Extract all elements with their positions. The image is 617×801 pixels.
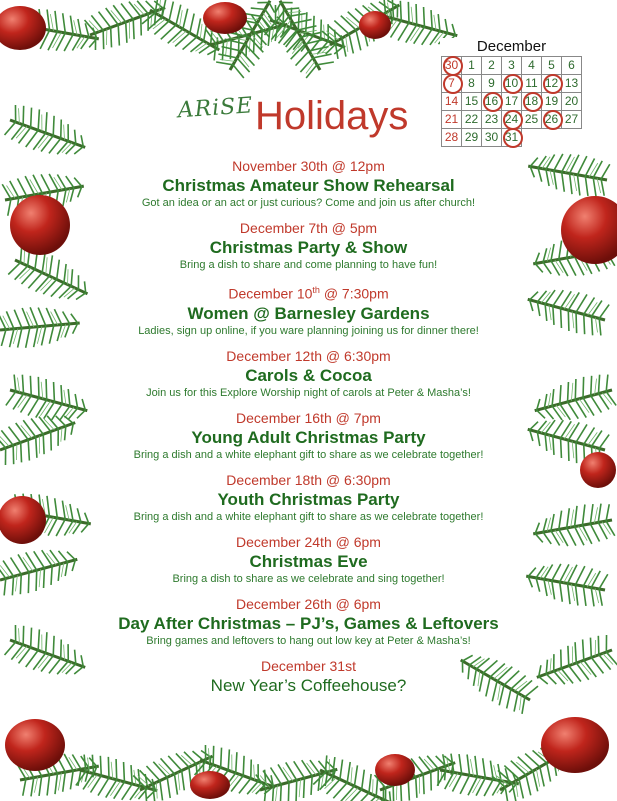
calendar-day: 3 xyxy=(502,57,522,75)
calendar-day: 10 xyxy=(502,75,522,93)
event-date: December 7th @ 5pm xyxy=(239,220,378,236)
calendar-grid xyxy=(441,56,582,147)
event-name: Christmas Party & Show xyxy=(209,238,408,257)
calendar-day xyxy=(542,129,562,147)
calendar-day: 26 xyxy=(542,111,562,129)
calendar-day: 29 xyxy=(462,129,482,147)
calendar-day: 16 xyxy=(482,93,502,111)
calendar-day: 21 xyxy=(442,111,462,129)
event-name: Carols & Cocoa xyxy=(245,365,372,385)
event-description: Bring a dish and a white elephant gift to share as we celebrate together! xyxy=(133,448,484,461)
event-name: Christmas Amateur Show Rehearsal xyxy=(162,176,455,195)
event-name: Day After Christmas – PJ’s, Games & Leftovers xyxy=(118,613,499,633)
calendar-day: 14 xyxy=(442,93,462,111)
calendar-day: 20 xyxy=(562,93,582,111)
calendar-day: 9 xyxy=(482,75,502,93)
event-item xyxy=(80,410,537,462)
event-description: Bring a dish to share and come planning to have fun! xyxy=(179,259,438,271)
event-item xyxy=(80,596,537,648)
event-date-time: @ 7:30pm xyxy=(319,285,389,302)
calendar-day: 13 xyxy=(562,75,582,93)
event-name: Christmas Eve xyxy=(249,551,368,571)
event-item xyxy=(80,472,537,524)
calendar-day: 11 xyxy=(522,75,542,93)
event-date: December 24th @ 6pm xyxy=(236,533,381,550)
calendar-day: 2 xyxy=(482,57,502,75)
event-item xyxy=(80,348,537,400)
calendar-day xyxy=(522,129,542,147)
event-date: December 18th @ 6:30pm xyxy=(226,471,391,488)
page-title: Holidays xyxy=(255,94,409,138)
event-date: December 26th @ 6pm xyxy=(236,595,381,612)
calendar-day: 19 xyxy=(542,93,562,111)
calendar-day: 15 xyxy=(462,93,482,111)
event-item xyxy=(80,158,537,210)
event-item xyxy=(80,534,537,586)
event-name: New Year’s Coffeehouse? xyxy=(210,675,407,695)
event-description: Bring games and leftovers to hang out low key at Peter & Masha’s! xyxy=(146,634,471,647)
event-date: December 31st xyxy=(261,657,356,674)
calendar-day: 30 xyxy=(482,129,502,147)
event-item xyxy=(80,658,537,696)
event-date xyxy=(80,282,537,303)
event-date: November 30th @ 12pm xyxy=(232,158,385,174)
calendar-day: 25 xyxy=(522,111,542,129)
calendar-day: 24 xyxy=(502,111,522,129)
calendar-day: 27 xyxy=(562,111,582,129)
event-list xyxy=(80,158,537,706)
event-name: Young Adult Christmas Party xyxy=(191,427,426,447)
event-date-suffix: th xyxy=(312,285,320,295)
calendar-day: 8 xyxy=(462,75,482,93)
calendar-month: December xyxy=(476,38,547,55)
calendar-day: 31 xyxy=(502,129,522,147)
calendar-day: 30 xyxy=(442,57,462,75)
calendar-day: 5 xyxy=(542,57,562,75)
calendar-day: 6 xyxy=(562,57,582,75)
event-description: Join us for this Explore Worship night of carols at Peter & Masha’s! xyxy=(146,386,471,399)
event-item xyxy=(80,282,537,338)
event-name: Youth Christmas Party xyxy=(217,489,400,509)
calendar-day: 12 xyxy=(542,75,562,93)
calendar-day: 1 xyxy=(462,57,482,75)
calendar-day: 7 xyxy=(442,75,462,93)
calendar-day: 22 xyxy=(462,111,482,129)
event-date-day: December 10 xyxy=(228,285,313,302)
arise-logo: ARiSE xyxy=(176,93,255,124)
event-description: Bring a dish and a white elephant gift to share as we celebrate together! xyxy=(133,510,484,523)
event-date: December 16th @ 7pm xyxy=(236,409,381,426)
event-item xyxy=(80,220,537,272)
event-date: December 12th @ 6:30pm xyxy=(226,347,391,364)
calendar-day xyxy=(562,129,582,147)
event-description: Got an idea or an act or just curious? Come and join us after church! xyxy=(141,197,476,209)
calendar-day: 17 xyxy=(502,93,522,111)
calendar-day: 4 xyxy=(522,57,542,75)
calendar-day: 18 xyxy=(522,93,542,111)
event-name: Women @ Barnesley Gardens xyxy=(187,303,430,323)
calendar-day: 23 xyxy=(482,111,502,129)
calendar-day: 28 xyxy=(442,129,462,147)
december-calendar xyxy=(440,38,583,152)
event-description: Bring a dish to share as we celebrate and sing together! xyxy=(172,572,445,585)
event-description: Ladies, sign up online, if you ware planning joining us for dinner there! xyxy=(138,324,479,337)
